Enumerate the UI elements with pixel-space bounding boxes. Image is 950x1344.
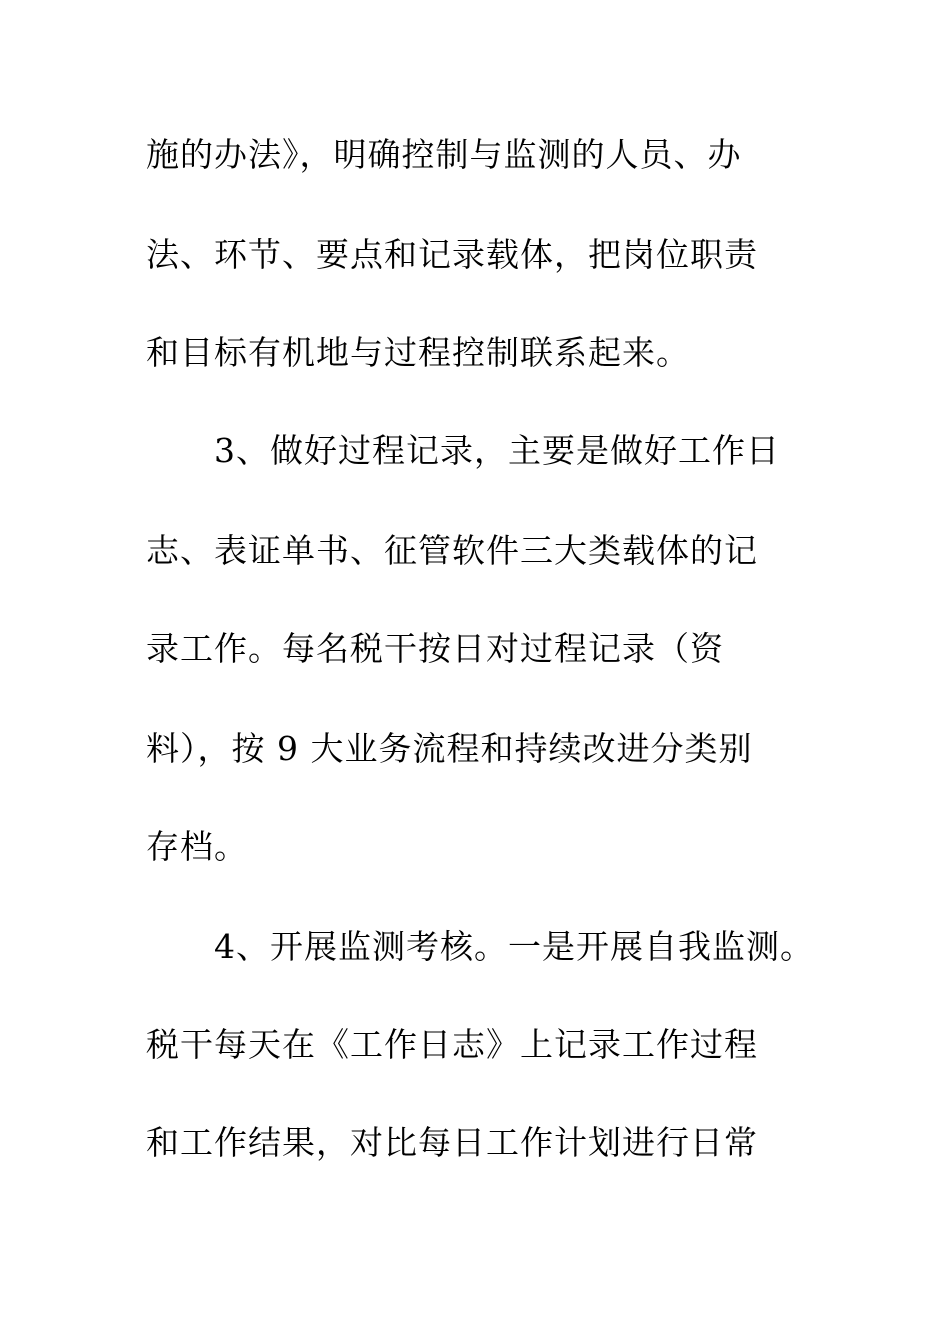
text-line: 和工作结果，对比每日工作计划进行日常 xyxy=(146,1123,758,1162)
text-line: 料），按 9 大业务流程和持续改进分类别 xyxy=(146,729,753,768)
text-line: 施的办法》，明确控制与监测的人员、办 xyxy=(146,135,742,174)
text-line: 志、表证单书、征管软件三大类载体的记 xyxy=(146,531,758,570)
text-line: 法、环节、要点和记录载体，把岗位职责 xyxy=(146,235,758,274)
paragraph-4-first-line: 4、开展监测考核。一是开展自我监测。 xyxy=(146,927,814,966)
text-line: 录工作。每名税干按日对过程记录（资 xyxy=(146,629,724,668)
text-line: 存档。 xyxy=(146,827,248,866)
paragraph-3-first-line: 3、做好过程记录，主要是做好工作日 xyxy=(146,431,780,470)
text-line: 税干每天在《工作日志》上记录工作过程 xyxy=(146,1025,758,1064)
text-line: 和目标有机地与过程控制联系起来。 xyxy=(146,333,690,372)
